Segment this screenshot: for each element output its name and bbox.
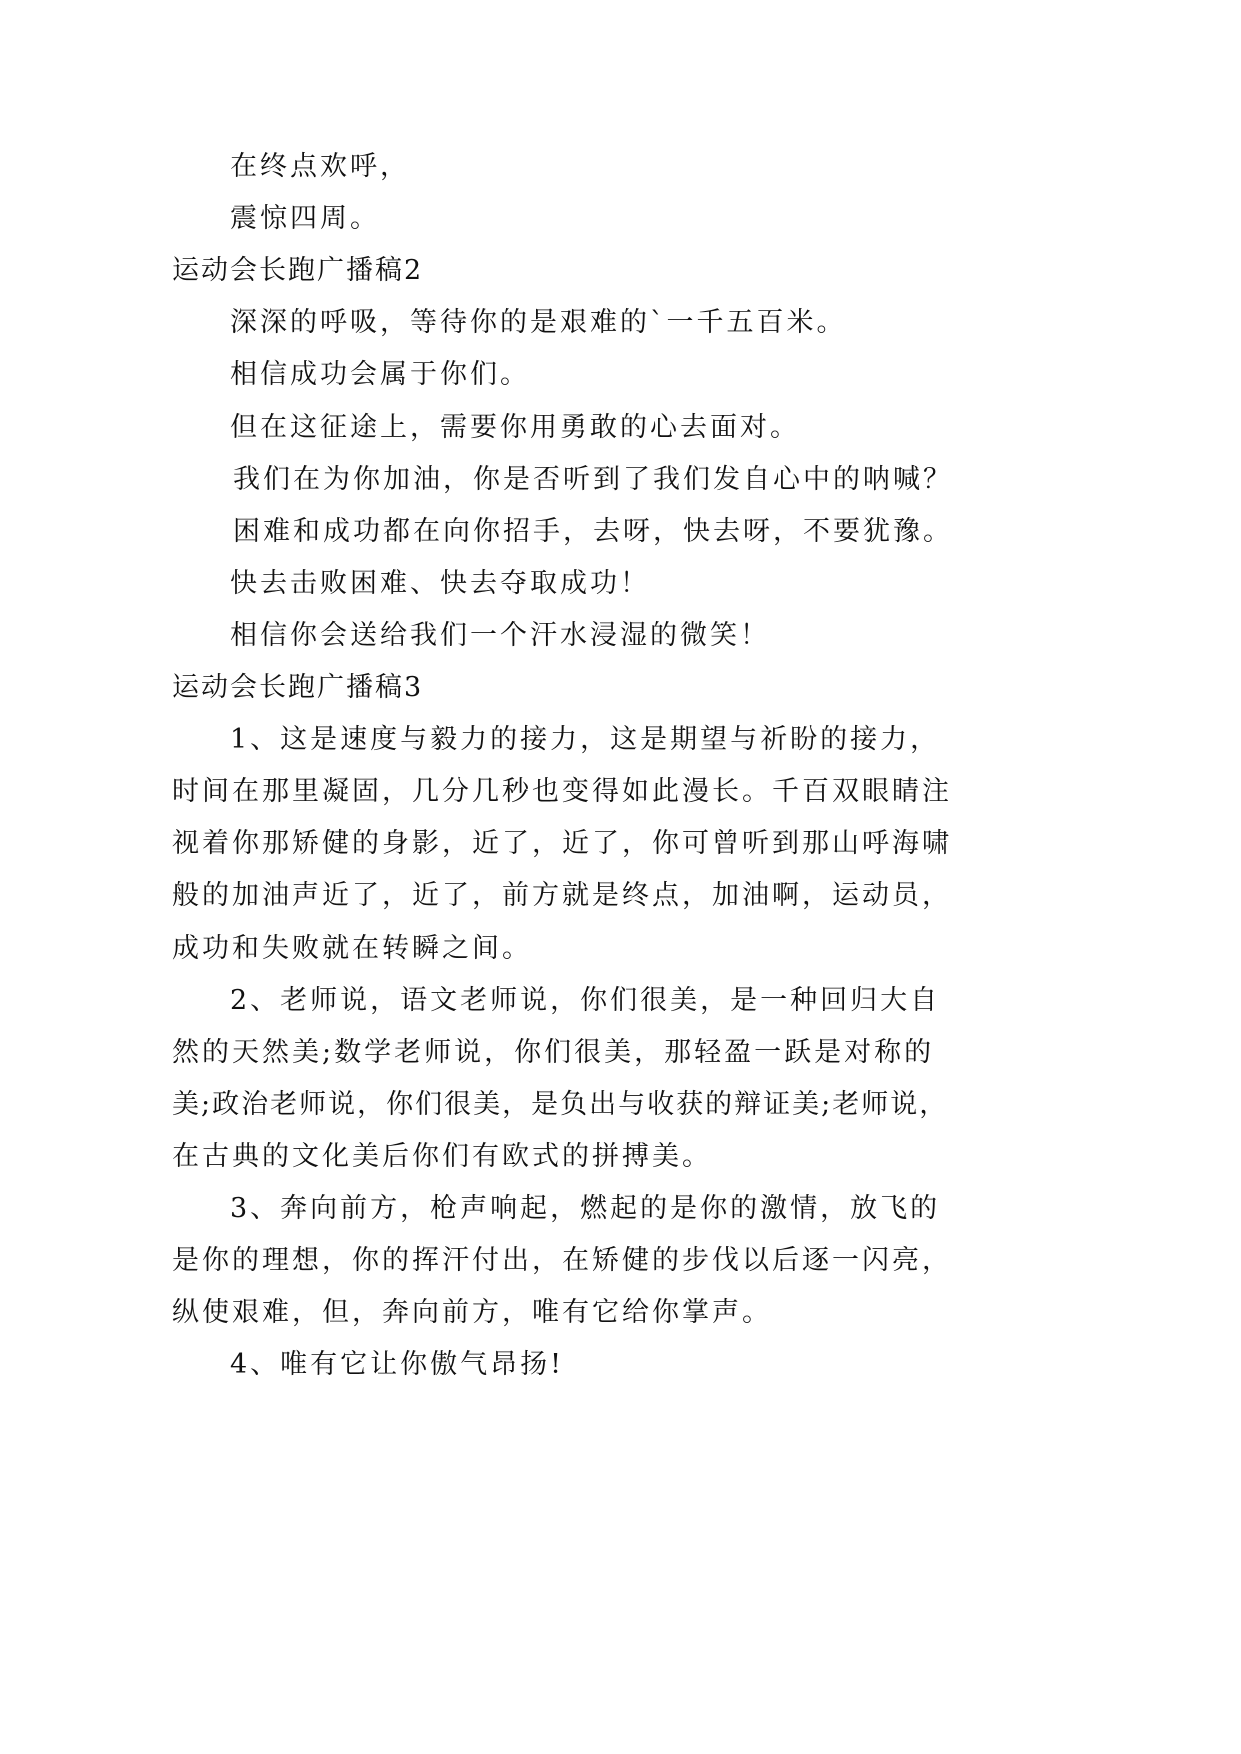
intro-line: 震惊四周。 xyxy=(230,203,380,234)
paragraph-line: 在古典的文化美后你们有欧式的拼搏美。 xyxy=(172,1141,712,1172)
intro-line: 在终点欢呼， xyxy=(230,151,410,182)
paragraph-line: 是你的理想，你的挥汗付出，在矫健的步伐以后逐一闪亮， xyxy=(172,1245,952,1276)
section2-line: 我们在为你加油，你是否听到了我们发自心中的呐喊？ xyxy=(233,464,953,495)
paragraph-line: 般的加油声近了，近了，前方就是终点，加油啊，运动员， xyxy=(172,880,952,911)
section2-line: 困难和成功都在向你招手，去呀，快去呀，不要犹豫。 xyxy=(233,516,953,547)
paragraph-line: 美;政治老师说，你们很美，是负出与收获的辩证美;老师说， xyxy=(172,1089,949,1120)
paragraph-line: 成功和失败就在转瞬之间。 xyxy=(172,933,532,964)
section2-line: 深深的呼吸，等待你的是艰难的`一千五百米。 xyxy=(230,307,847,338)
paragraph-line: 时间在那里凝固，几分几秒也变得如此漫长。千百双眼睛注 xyxy=(172,776,952,807)
paragraph-line: 4、唯有它让你傲气昂扬! xyxy=(230,1349,565,1380)
paragraph-line: 1、这是速度与毅力的接力，这是期望与祈盼的接力， xyxy=(230,724,941,755)
paragraph-line: 3、奔向前方，枪声响起，燃起的是你的激情，放飞的 xyxy=(230,1193,941,1224)
section2-line: 相信你会送给我们一个汗水浸湿的微笑！ xyxy=(230,620,770,651)
section-heading: 运动会长跑广播稿2 xyxy=(172,255,424,286)
section2-line: 相信成功会属于你们。 xyxy=(230,359,530,390)
paragraph-line: 纵使艰难，但，奔向前方，唯有它给你掌声。 xyxy=(172,1297,772,1328)
paragraph-line: 视着你那矫健的身影，近了，近了，你可曾听到那山呼海啸 xyxy=(172,828,952,859)
section2-line: 但在这征途上，需要你用勇敢的心去面对。 xyxy=(230,412,800,443)
section-heading: 运动会长跑广播稿3 xyxy=(172,672,424,703)
paragraph-line: 2、老师说，语文老师说，你们很美，是一种回归大自 xyxy=(230,985,941,1016)
paragraph-line: 然的天然美;数学老师说，你们很美，那轻盈一跃是对称的 xyxy=(172,1037,935,1068)
section2-line: 快去击败困难、快去夺取成功！ xyxy=(230,568,650,599)
